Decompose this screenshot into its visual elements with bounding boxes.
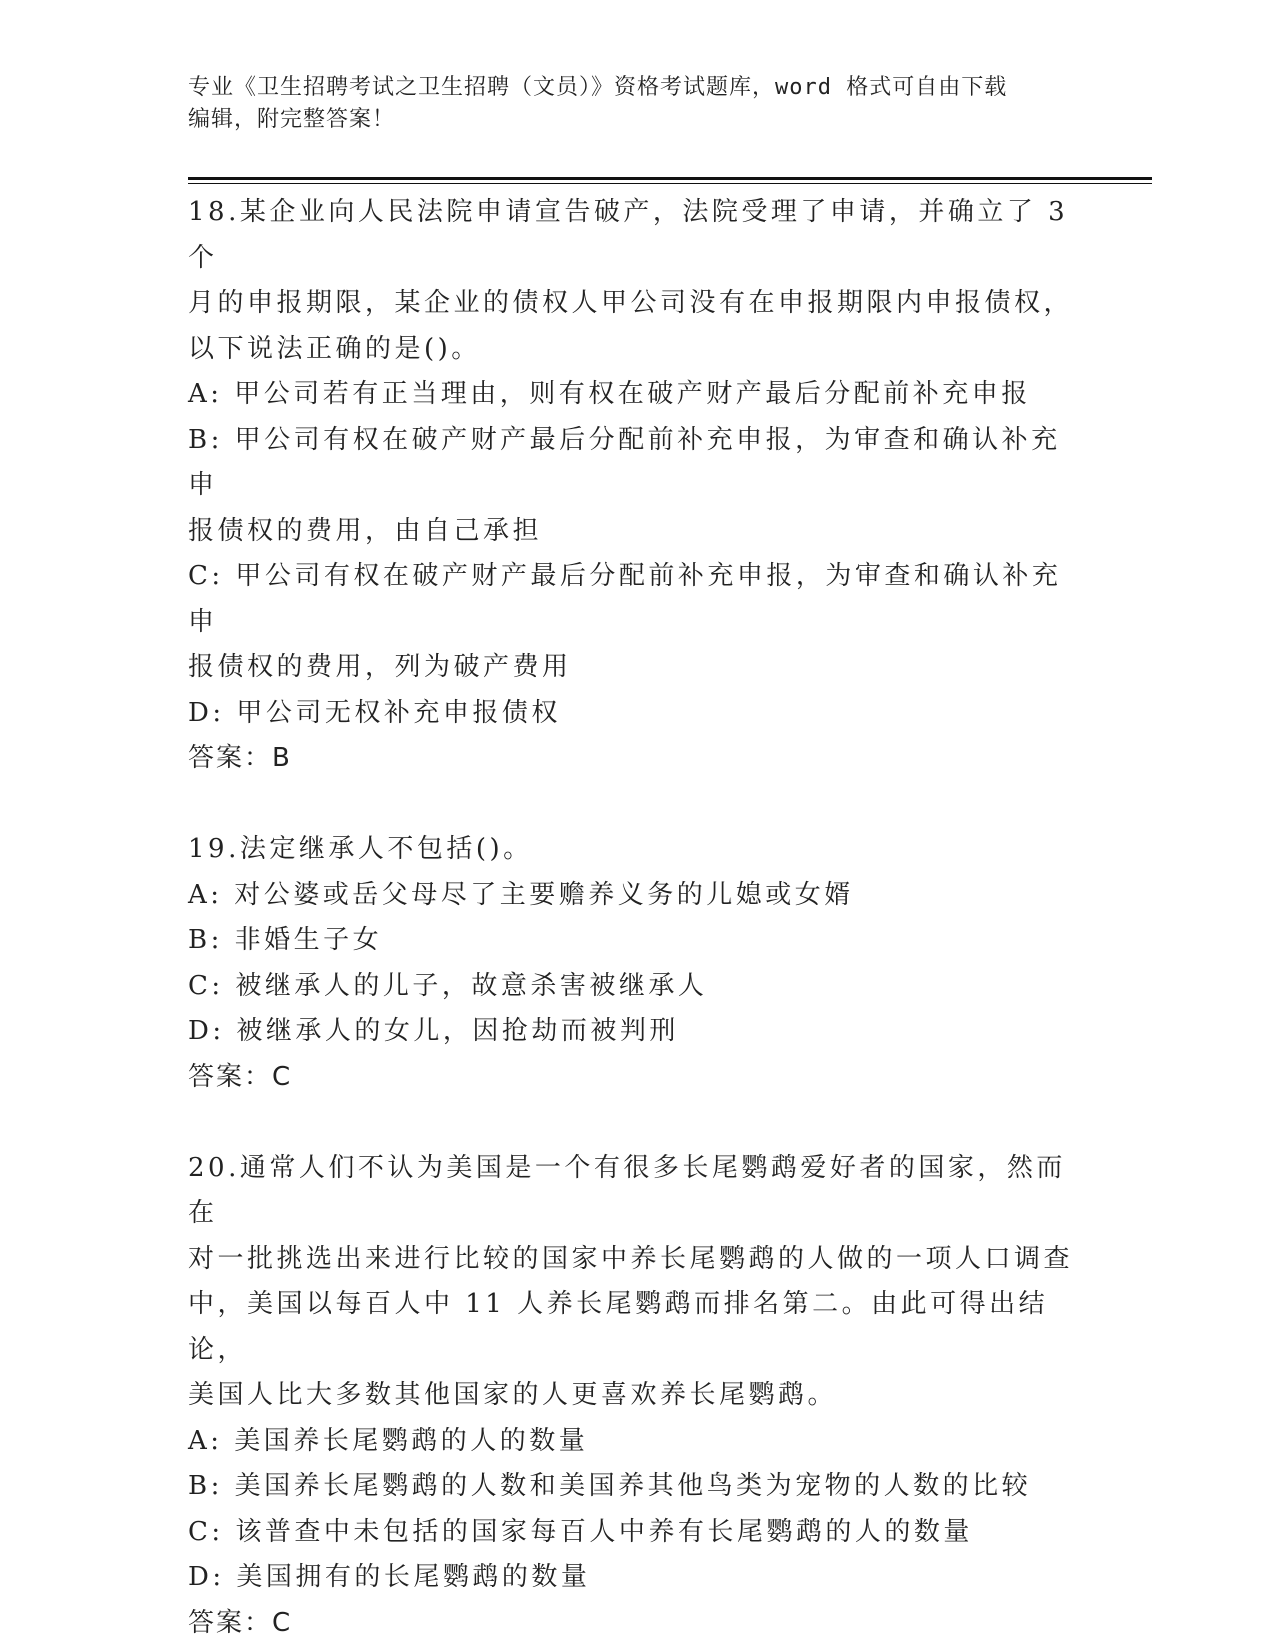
option-d: D: 美国拥有的长尾鹦鹉的数量 bbox=[188, 1562, 591, 1592]
option-b: B: 非婚生子女 bbox=[188, 925, 383, 955]
question-stem-line: 月的申报期限，某企业的债权人甲公司没有在申报期限内申报债权， bbox=[188, 288, 1074, 318]
answer-line: 答案：C bbox=[188, 1607, 293, 1638]
question-spacer bbox=[188, 1100, 1088, 1146]
option-b: B: 甲公司有权在破产财产最后分配前补充申报，为审查和确认补充申 bbox=[188, 424, 1061, 500]
document-header bbox=[188, 72, 1088, 136]
question-18 bbox=[188, 190, 1088, 782]
option-c: C: 甲公司有权在破产财产最后分配前补充申报，为审查和确认补充申 bbox=[188, 561, 1062, 637]
option-c: C: 该普查中未包括的国家每百人中养有长尾鹦鹉的人的数量 bbox=[188, 1516, 973, 1547]
header-divider-thick bbox=[188, 177, 1152, 180]
question-spacer bbox=[188, 782, 1088, 828]
option-c: C: 被继承人的儿子，故意杀害被继承人 bbox=[188, 970, 708, 1001]
option-b: B: 美国养长尾鹦鹉的人数和美国养其他鸟类为宠物的人数的比较 bbox=[188, 1471, 1032, 1501]
option-d: D: 被继承人的女儿，因抢劫而被判刑 bbox=[188, 1016, 679, 1046]
question-stem-line: 中，美国以每百人中 11 人养长尾鹦鹉而排名第二。由此可得出结论， bbox=[188, 1289, 1049, 1365]
question-19 bbox=[188, 827, 1088, 1100]
option-b-continued: 报债权的费用，由自己承担 bbox=[188, 515, 543, 546]
option-c-continued: 报债权的费用，列为破产费用 bbox=[188, 652, 572, 682]
option-a: A: 对公婆或岳父母尽了主要赡养义务的儿媳或女婿 bbox=[188, 879, 854, 910]
option-a: A: 甲公司若有正当理由，则有权在破产财产最后分配前补充申报 bbox=[188, 379, 1031, 409]
question-list bbox=[188, 190, 1088, 1646]
header-divider-thin bbox=[188, 183, 1152, 184]
question-stem-line: 19.法定继承人不包括()。 bbox=[188, 834, 533, 864]
header-line-1: 专业《卫生招聘考试之卫生招聘（文员）》资格考试题库，word 格式可自由下载 bbox=[188, 75, 1008, 100]
question-stem-line: 对一批挑选出来进行比较的国家中养长尾鹦鹉的人做的一项人口调查 bbox=[188, 1243, 1074, 1274]
answer-line: 答案：B bbox=[188, 743, 292, 773]
answer-line: 答案：C bbox=[188, 1061, 293, 1092]
question-20 bbox=[188, 1146, 1088, 1647]
option-a: A: 美国养长尾鹦鹉的人的数量 bbox=[188, 1425, 589, 1456]
question-stem-line: 20.通常人们不认为美国是一个有很多长尾鹦鹉爱好者的国家，然而在 bbox=[188, 1152, 1066, 1228]
question-stem-line: 美国人比大多数其他国家的人更喜欢养长尾鹦鹉。 bbox=[188, 1380, 838, 1410]
header-line-2: 编辑，附完整答案！ bbox=[188, 107, 396, 132]
question-stem-line: 以下说法正确的是()。 bbox=[188, 333, 481, 364]
question-stem-line: 18.某企业向人民法院申请宣告破产，法院受理了申请，并确立了 3 个 bbox=[188, 197, 1069, 273]
option-d: D: 甲公司无权补充申报债权 bbox=[188, 697, 561, 728]
